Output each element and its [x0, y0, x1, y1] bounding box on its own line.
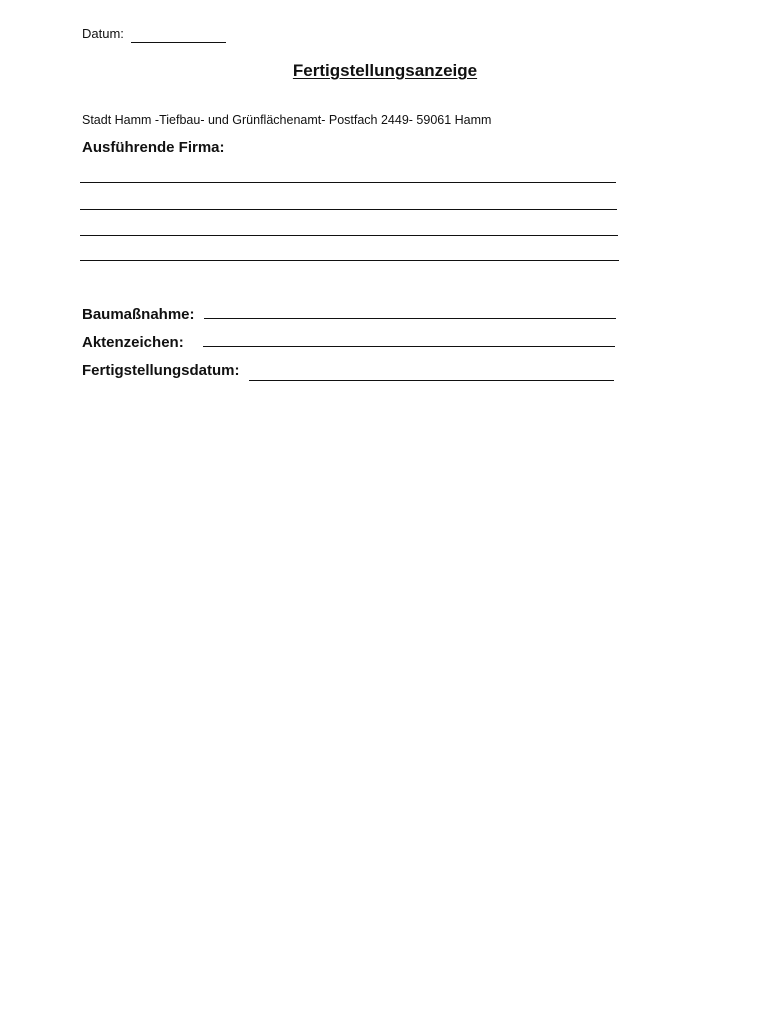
firma-field-line-3[interactable] [80, 235, 618, 236]
datum-field[interactable] [131, 42, 226, 43]
document-title: Fertigstellungsanzeige [292, 61, 478, 80]
datum-label: Datum: [82, 26, 124, 41]
firma-label: Ausführende Firma: [82, 139, 225, 156]
firma-field-line-2[interactable] [80, 209, 617, 210]
firma-field-line-1[interactable] [80, 182, 616, 183]
firma-field-line-4[interactable] [80, 260, 619, 261]
baumassnahme-field[interactable] [204, 318, 616, 319]
recipient-address: Stadt Hamm -Tiefbau- und Grünflächenamt- Postfach 2449- 59061 Hamm [82, 113, 492, 127]
aktenzeichen-field[interactable] [203, 346, 615, 347]
baumassnahme-label: Baumaßnahme: [82, 306, 195, 323]
fertigstellungsdatum-field[interactable] [249, 380, 614, 381]
fertigstellungsdatum-label: Fertigstellungsdatum: [82, 362, 240, 379]
aktenzeichen-label: Aktenzeichen: [82, 334, 184, 351]
